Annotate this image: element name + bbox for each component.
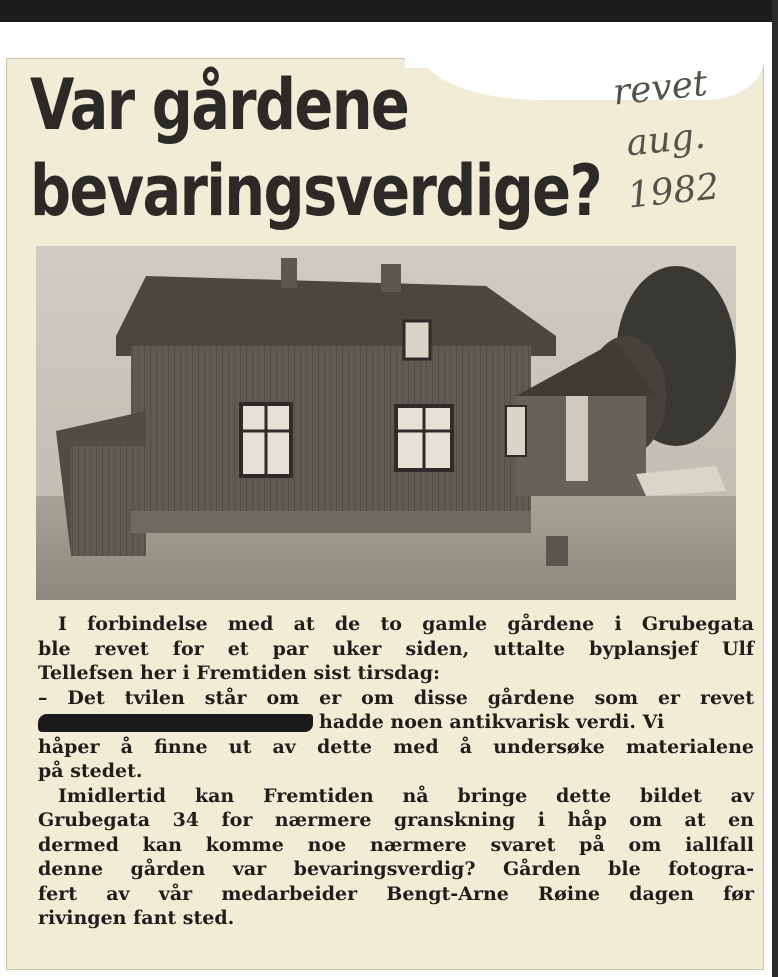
article-line: I forbindelse med at de to gamle gårdene i Grubegata [58, 613, 754, 635]
article-line: denne gården var bevaringsverdig? Gården ble fotogra- [38, 858, 754, 880]
article-line: – Det tvilen står om er om disse gårdene som er revet [38, 686, 754, 709]
redaction-mark [38, 714, 313, 732]
handwritten-note [610, 53, 769, 257]
house-photo [36, 246, 736, 600]
headline-line-2: bevaringsverdige? [30, 150, 602, 232]
handwritten-line-1: revet [610, 62, 710, 114]
scan-border-right [772, 0, 778, 977]
headline [30, 62, 602, 234]
handwritten-line-3: 1982 [625, 166, 722, 217]
article-line: håper å finne ut av dette med å undersøke materialene [38, 735, 754, 758]
article-body [38, 612, 754, 931]
article-line: Tellefsen her i Fremtiden sist tirsdag: [38, 662, 441, 684]
scan-border-top [0, 0, 778, 22]
handwritten-line-2: aug. [624, 115, 708, 165]
article-line: rivingen fant sted. [38, 907, 235, 929]
article-line: ble revet for et par uker siden, uttalte byplansjef Ulf [38, 637, 754, 660]
article-line: dermed kan komme noe nærmere svaret på om iallfall [38, 833, 754, 856]
article-line-redacted [38, 710, 754, 735]
article-line: på stedet. [38, 760, 143, 782]
article-line: Grubegata 34 for nærmere granskning i håp om at en [38, 809, 754, 831]
article-line-text: hadde noen antikvarisk verdi. Vi [319, 711, 665, 733]
article-line: fert av vår medarbeider Bengt-Arne Røine dagen før [38, 882, 754, 905]
article-line: Imidlertid kan Fremtiden nå bringe dette bildet av [58, 784, 754, 807]
headline-line-1: Var gårdene [30, 64, 409, 146]
